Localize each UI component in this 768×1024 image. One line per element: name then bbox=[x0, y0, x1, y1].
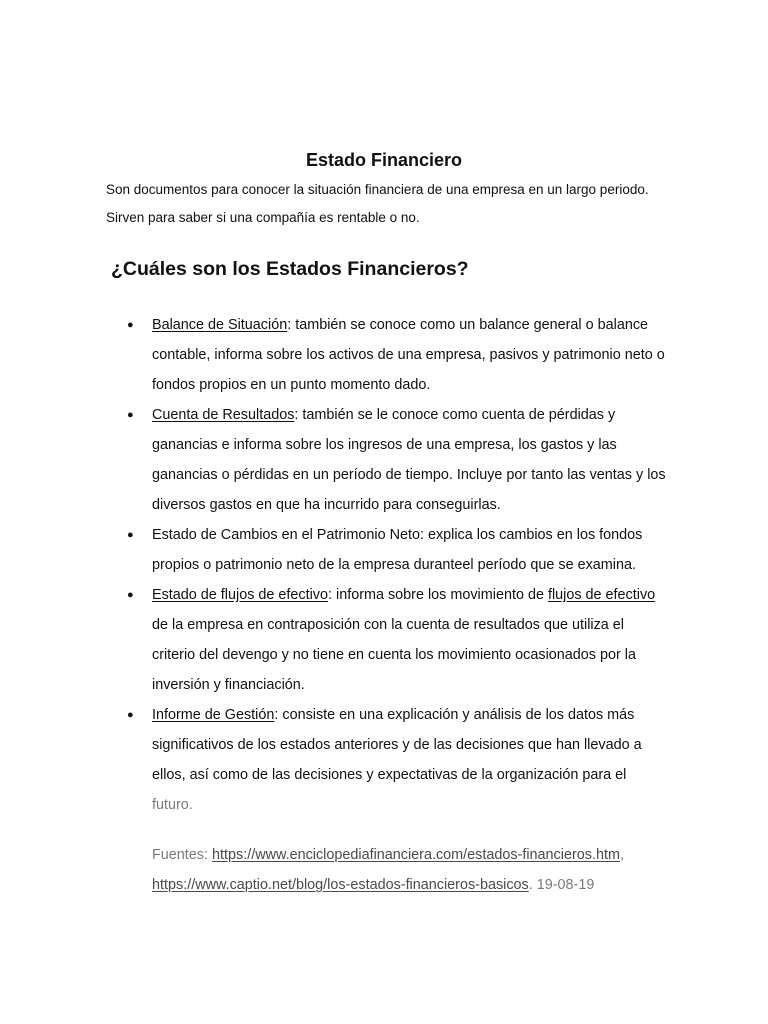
sources bbox=[152, 840, 692, 900]
item-text: Estado de Cambios en el Patrimonio Neto: explica los cambios en los fondos propios o patrimonio neto de la empresa duranteel período que se examina. bbox=[152, 527, 643, 573]
list-item bbox=[127, 700, 667, 820]
item-text: : también se le conoce como cuenta de pérdidas y ganancias e informa sobre los ingresos de una empresa, los gastos y las ganancias o pérdidas en un período de tiempo. Incluye por tanto las ventas y los diversos gastos en que ha incurrido para conseguirlas. bbox=[152, 407, 666, 513]
intro-paragraph-2: Sirven para saber si una compañía es rentable o no. bbox=[106, 210, 420, 225]
flujos-de-efectivo-link[interactable]: flujos de efectivo bbox=[547, 587, 656, 603]
intro-paragraph-1: Son documentos para conocer la situación financiera de una empresa en un largo periodo. bbox=[106, 182, 649, 197]
sources-date: . 19-08-19 bbox=[528, 877, 595, 893]
bullet-icon: ● bbox=[127, 709, 134, 721]
list-item bbox=[127, 310, 667, 400]
source-link-captio[interactable]: https://www.captio.net/blog/los-estados-financieros-basicos bbox=[152, 877, 529, 893]
item-term-balance: Balance de Situación bbox=[152, 317, 288, 333]
bullet-icon: ● bbox=[127, 589, 134, 601]
bullet-icon: ● bbox=[127, 409, 134, 421]
item-text: de la empresa en contraposición con la cuenta de resultados que utiliza el criterio del devengo y no tiene en cuenta los movimiento ocasionados por la inversión y financiación. bbox=[152, 617, 636, 693]
sources-label: Fuentes: bbox=[152, 847, 212, 863]
bullet-icon: ● bbox=[127, 529, 134, 541]
bullet-icon: ● bbox=[127, 319, 134, 331]
item-term-flujos: Estado de flujos de efectivo bbox=[152, 587, 328, 603]
sources-separator: , bbox=[619, 847, 624, 863]
item-term-resultados: Cuenta de Resultados bbox=[152, 407, 295, 423]
financial-statements-list bbox=[127, 310, 667, 820]
section-heading: ¿Cuáles son los Estados Financieros? bbox=[111, 258, 469, 280]
page-title: Estado Financiero bbox=[305, 150, 463, 170]
source-link-enciclopedia[interactable]: https://www.enciclopediafinanciera.com/estados-financieros.htm bbox=[212, 847, 620, 863]
item-text-tail: futuro. bbox=[152, 797, 193, 813]
list-item bbox=[127, 400, 667, 520]
item-text: : también se conoce como un balance general o balance contable, informa sobre los activos de una empresa, pasivos y patrimonio neto o fondos propios en un punto momento dado. bbox=[152, 317, 665, 393]
item-text: : informa sobre los movimiento de bbox=[328, 587, 548, 603]
item-text: : consiste en una explicación y análisis de los datos más significativos de los estados anteriores y de las decisiones que han llevado a ellos, así como de las decisiones y expectativas de la organización para el bbox=[152, 707, 642, 783]
list-item bbox=[127, 580, 667, 700]
list-item bbox=[127, 520, 667, 580]
item-term-informe: Informe de Gestión bbox=[152, 707, 275, 723]
